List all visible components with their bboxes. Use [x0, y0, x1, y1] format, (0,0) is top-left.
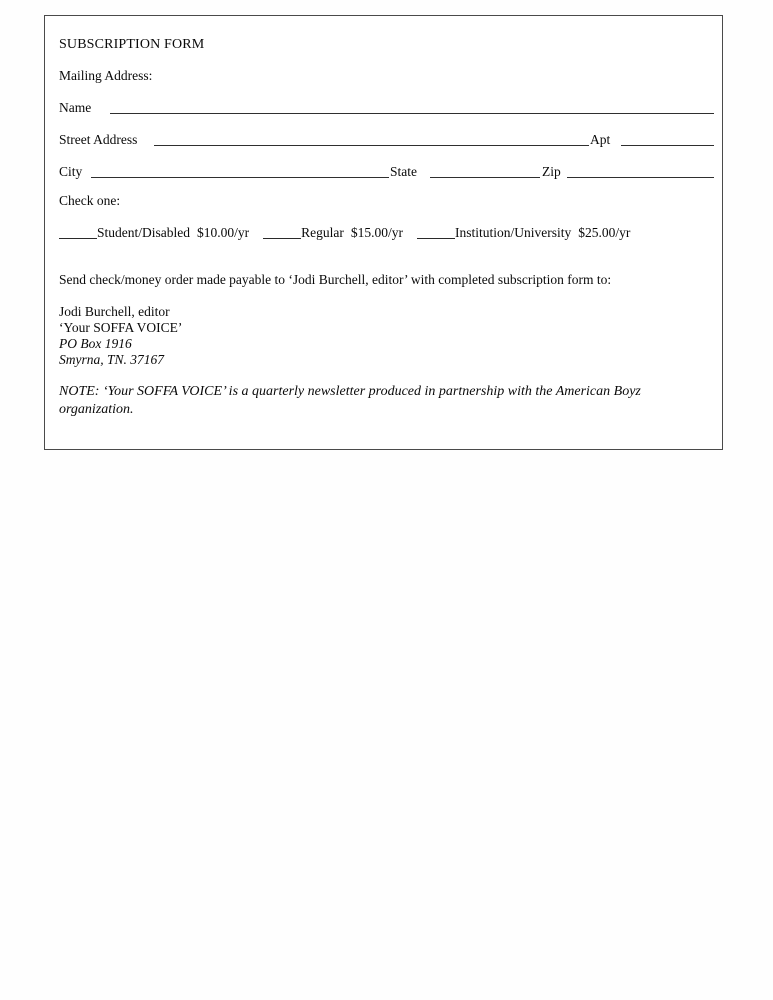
mail-to-line-city-state-zip: Smyrna, TN. 37167 — [59, 352, 165, 367]
mail-to-line-editor: Jodi Burchell, editor — [59, 304, 170, 319]
zip-input-line[interactable] — [567, 177, 714, 178]
mailing-address-label: Mailing Address: — [59, 68, 153, 83]
option-price-institution: $25.00/yr — [578, 225, 631, 240]
option-price-regular: $15.00/yr — [350, 225, 403, 240]
note-text: NOTE: ‘Your SOFFA VOICE’ is a quarterly newsletter produced in partnership with the American Boyz organization. — [59, 384, 641, 417]
mail-to-line-street: PO Box 1916 — [59, 336, 132, 351]
street-address-field-label: Street Address — [59, 132, 138, 147]
apt-input-line[interactable] — [621, 145, 714, 146]
zip-field-label: Zip — [542, 164, 561, 179]
option-price-student: $10.00/yr — [197, 225, 250, 240]
mail-to-line-publication: ‘Your SOFFA VOICE’ — [59, 320, 183, 335]
check-one-label: Check one: — [59, 193, 121, 208]
options-row — [59, 226, 630, 240]
option-label-regular: Regular — [301, 225, 344, 240]
option-checkbox-regular[interactable] — [263, 238, 301, 239]
subscription-form-box — [44, 15, 723, 450]
street-address-input-line[interactable] — [154, 145, 589, 146]
option-label-institution: Institution/University — [455, 225, 572, 240]
name-input-line[interactable] — [110, 113, 714, 114]
apt-field-label: Apt — [590, 132, 611, 147]
city-field-label: City — [59, 164, 83, 179]
option-label-student: Student/Disabled — [97, 225, 190, 240]
name-field-label: Name — [59, 100, 92, 115]
state-input-line[interactable] — [430, 177, 540, 178]
option-checkbox-institution[interactable] — [417, 238, 455, 239]
payment-instructions: Send check/money order made payable to ‘Jodi Burchell, editor’ with completed subscription form to: — [59, 272, 612, 287]
option-checkbox-student[interactable] — [59, 238, 97, 239]
form-inner — [59, 16, 712, 449]
state-field-label: State — [390, 164, 417, 179]
city-input-line[interactable] — [91, 177, 389, 178]
page-title: SUBSCRIPTION FORM — [59, 37, 205, 52]
